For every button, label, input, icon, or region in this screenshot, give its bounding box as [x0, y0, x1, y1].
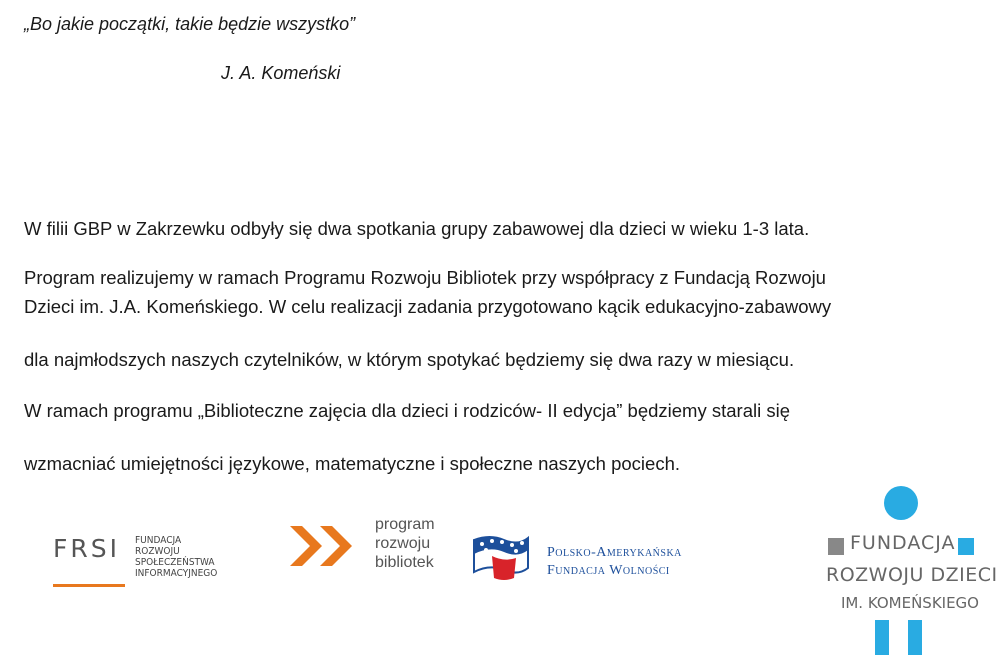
- quote-author: J. A. Komeński: [221, 63, 341, 83]
- frsi-logo-word: FRSI: [53, 534, 120, 563]
- double-chevron-icon: [290, 522, 360, 570]
- quote: „Bo jakie początki, takie będzie wszystko”: [24, 14, 356, 34]
- paragraph-line: Program realizujemy w ramach Programu Rozwoju Bibliotek przy współpracy z Fundacją Rozwoju: [24, 267, 826, 288]
- komenski-line: IM. KOMEŃSKIEGO: [840, 594, 979, 612]
- paragraph-line: W ramach programu „Biblioteczne zajęcia dla dzieci i rodziców- II edycja” będziemy starali się: [24, 400, 790, 421]
- frsi-logo-text: [135, 535, 217, 579]
- prb-logo-text: [375, 515, 435, 572]
- frsi-line: ROZWOJU: [135, 546, 180, 557]
- prb-line: bibliotek: [375, 554, 434, 571]
- frsi-line: INFORMACYJNEGO: [135, 568, 218, 579]
- pafw-logo-text: [547, 544, 682, 580]
- frsi-accent-bar: [53, 584, 125, 587]
- prb-line: rozwoju: [375, 535, 431, 552]
- paragraph-line: dla najmłodszych naszych czytelników, w którym spotykać będziemy się dwa razy w miesiącu.: [24, 349, 795, 370]
- paragraph-line: wzmacniać umiejętności językowe, matematyczne i społeczne naszych pociech.: [24, 453, 681, 474]
- pafw-line: Polsko-Amerykańska: [547, 545, 682, 560]
- frsi-line: FUNDACJA: [135, 535, 182, 546]
- komenski-line: ROZWOJU DZIECI: [826, 564, 998, 586]
- flag-emblem-icon: [470, 532, 532, 584]
- frsi-line: SPOŁECZEŃSTWA: [135, 557, 215, 568]
- paragraph-line: Dzieci im. J.A. Komeńskiego. W celu realizacji zadania przygotowano kącik edukacyjno-zabawowy: [24, 296, 832, 317]
- pafw-line: Fundacja Wolności: [547, 563, 670, 578]
- prb-line: program: [375, 516, 435, 533]
- paragraph-line: W filii GBP w Zakrzewku odbyły się dwa spotkania grupy zabawowej dla dzieci w wieku 1-3 lata.: [24, 218, 810, 239]
- komenski-line: FUNDACJA: [850, 532, 956, 554]
